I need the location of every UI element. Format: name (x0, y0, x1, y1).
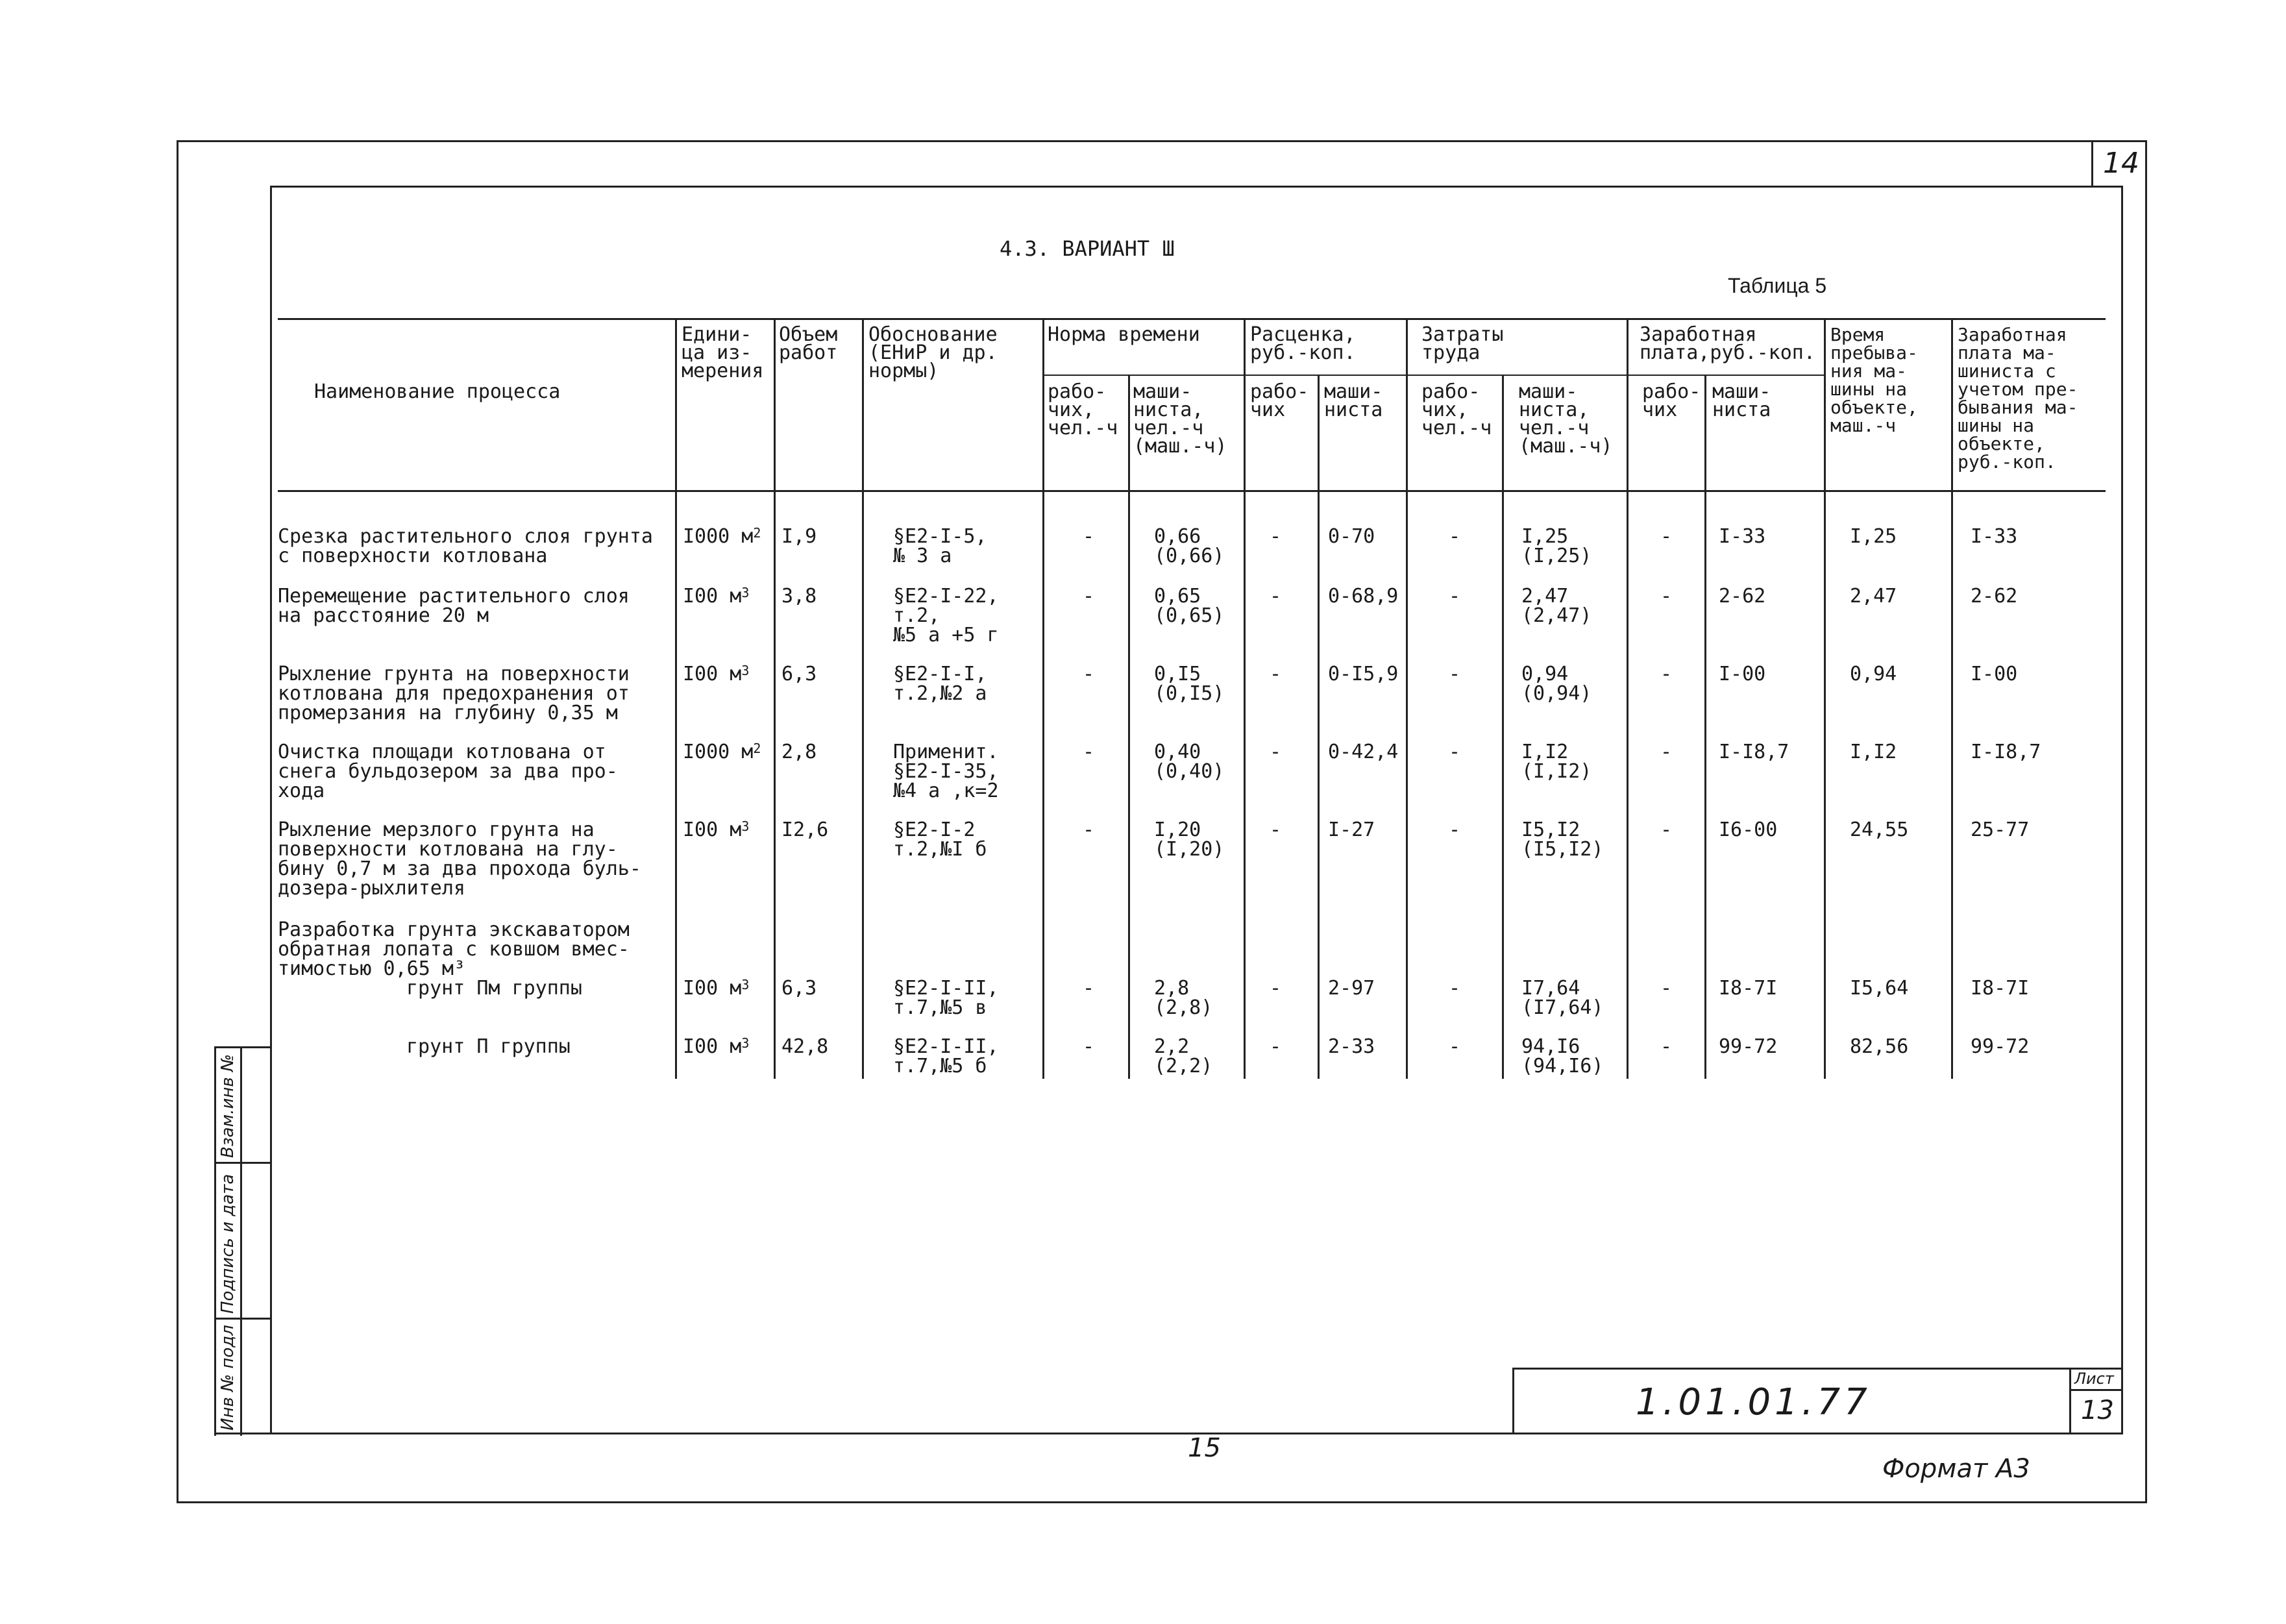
header-labor: Затраты труда (1421, 323, 1504, 364)
header-norm-time: Норма времени (1048, 323, 1200, 346)
table-cell-rm: 0-70 (1328, 525, 1375, 548)
side-stamp-left (214, 1046, 216, 1436)
col-rule-6 (1244, 318, 1246, 1079)
table-cell-basis: §Е2-I-2 т.2,№I б (893, 818, 987, 861)
table-cell-unit: I00 $м^3$ (683, 663, 750, 685)
table-cell-volume: 2,8 (781, 741, 817, 763)
table-cell-rw: - (1270, 741, 1282, 763)
header-unit: Едини- ца из- мерения (682, 323, 764, 382)
table-cell-ww: - (1660, 1035, 1673, 1058)
table-cell-volume: 6,3 (781, 663, 817, 685)
table-cell-stay: I,I2 (1850, 741, 1897, 763)
table-cell-wm: 2-62 (1719, 585, 1766, 608)
table-cell-rm: 2-97 (1328, 977, 1375, 1000)
table-cell-lw: - (1449, 1035, 1461, 1058)
table-cell-basis: Применит. §Е2-I-35, №4 а ,к=2 (893, 741, 999, 802)
header-wage-machinist: маши- ниста (1712, 380, 1771, 421)
table-cell-lm: I7,64 (I7,64) (1521, 977, 1604, 1019)
col-rule-13 (1951, 318, 1953, 1079)
table-cell-unit: I00 $м^3$ (683, 977, 750, 1000)
header-basis: Обоснование (ЕНиР и др. нормы) (868, 323, 998, 382)
header-volume: Объем работ (779, 323, 838, 364)
table-header-rule (278, 490, 2106, 492)
table-cell-rw: - (1270, 525, 1282, 548)
table-cell-wm: I-I8,7 (1719, 741, 1789, 763)
table-cell-total: I-I8,7 (1971, 741, 2041, 763)
table-cell-ww: - (1660, 741, 1673, 763)
page-number-top: 14 (2103, 147, 2139, 180)
outer-frame-top (177, 140, 2147, 142)
table-cell-basis: §Е2-I-I, т.2,№2 а (893, 663, 987, 705)
header-stay-time: Время пребыва- ния ма- шины на объекте, маш.-ч (1830, 324, 1918, 436)
side-stamp-top (214, 1046, 271, 1048)
stamp-sign-label: Подпись и дата (218, 1174, 238, 1314)
inner-frame-top (270, 186, 2122, 188)
table-cell-name: Разработка грунта экскаватором обратная лопата с ковшом вмес- тимостью 0,65 м³ (278, 918, 630, 980)
table-cell-stay: 24,55 (1850, 818, 1909, 841)
table-cell-lw: - (1449, 977, 1461, 1000)
table-cell-unit: I00 $м^3$ (683, 1035, 750, 1058)
table-cell-wm: I-00 (1719, 663, 1766, 685)
side-stamp-sep-2 (214, 1318, 271, 1320)
table-cell-nm: 0,40 (0,40) (1154, 741, 1225, 783)
unit-exponent: 3 (741, 585, 750, 600)
table-cell-name: Перемещение растительного слоя на расстояние 20 м (278, 585, 630, 627)
table-cell-rm: 0-I5,9 (1328, 663, 1399, 685)
table-cell-wm: I6-00 (1719, 818, 1778, 841)
side-stamp-sep-1 (214, 1162, 271, 1164)
table-top-rule (278, 318, 2106, 320)
table-cell-stay: I5,64 (1850, 977, 1909, 1000)
table-cell-nw: - (1083, 663, 1095, 685)
table-cell-unit: I000 $м^2$ (683, 741, 761, 763)
section-title: 4.3. ВАРИАНТ Ш (1000, 236, 1175, 261)
table-cell-lw: - (1449, 663, 1461, 685)
table-cell-basis: §Е2-I-II, т.7,№5 в (893, 977, 999, 1019)
table-cell-rm: 0-42,4 (1328, 741, 1399, 763)
table-cell-stay: 82,56 (1850, 1035, 1909, 1058)
header-wage-workers: рабо- чих (1642, 380, 1701, 421)
col-rule-2 (774, 318, 776, 1079)
col-rule-5 (1128, 375, 1130, 1079)
table-cell-rw: - (1270, 977, 1282, 1000)
header-norm-machinist: маши- ниста, чел.-ч (маш.-ч) (1133, 380, 1227, 458)
sheet-label: Лист (2074, 1370, 2114, 1388)
table-cell-lm: I5,I2 (I5,I2) (1521, 818, 1604, 861)
table-cell-total: I8-7I (1971, 977, 2030, 1000)
unit-exponent: 3 (741, 977, 750, 992)
col-rule-3 (862, 318, 864, 1079)
outer-frame-bottom (177, 1501, 2147, 1503)
stamp-replace-label: Взам.инв № (218, 1054, 238, 1158)
outer-frame-left (177, 140, 178, 1503)
page-number-box-left (2091, 140, 2093, 186)
table-cell-basis: §Е2-I-5, № 3 а (893, 525, 987, 567)
table-cell-nw: - (1083, 525, 1095, 548)
table-cell-basis: §Е2-I-II, т.7,№5 б (893, 1035, 999, 1077)
table-cell-unit: I00 $м^3$ (683, 818, 750, 841)
table-cell-lw: - (1449, 741, 1461, 763)
header-rate-workers: рабо- чих (1250, 380, 1309, 421)
table-cell-nw: - (1083, 977, 1095, 1000)
sheet-label-line (2069, 1389, 2122, 1391)
header-rate: Расценка, руб.-коп. (1250, 323, 1356, 364)
document-code: 1.01.01.77 (1636, 1381, 1871, 1423)
table-cell-nm: 0,65 (0,65) (1154, 585, 1225, 627)
table-cell-lw: - (1449, 585, 1461, 608)
table-caption: Таблица 5 (1728, 274, 1827, 297)
unit-exponent: 2 (753, 741, 761, 756)
table-cell-rm: 0-68,9 (1328, 585, 1399, 608)
table-cell-lw: - (1449, 818, 1461, 841)
col-rule-9 (1502, 375, 1504, 1079)
table-cell-stay: I,25 (1850, 525, 1897, 548)
side-stamp-mid (240, 1046, 242, 1436)
table-cell-ww: - (1660, 818, 1673, 841)
table-cell-ww: - (1660, 663, 1673, 685)
table-cell-lm: 0,94 (0,94) (1521, 663, 1592, 705)
unit-exponent: 3 (741, 1035, 750, 1051)
table-cell-volume: 42,8 (781, 1035, 829, 1058)
format-label: Формат А3 (1882, 1454, 2030, 1484)
table-cell-stay: 2,47 (1850, 585, 1897, 608)
header-name: Наименование процесса (314, 380, 561, 403)
table-cell-wm: I8-7I (1719, 977, 1778, 1000)
header-wage-total: Заработная плата ма- шиниста с учетом пре- бывания ма- шины на объекте, руб.-коп. (1958, 324, 2078, 473)
unit-exponent: 3 (741, 663, 750, 678)
col-rule-11 (1704, 375, 1706, 1079)
table-cell-rm: I-27 (1328, 818, 1375, 841)
table-cell-total: 2-62 (1971, 585, 2018, 608)
table-cell-rw: - (1270, 1035, 1282, 1058)
title-block-top (1512, 1368, 2122, 1370)
table-cell-volume: I,9 (781, 525, 817, 548)
subheader-rule-labor (1406, 375, 1627, 376)
header-labor-workers: рабо- чих, чел.-ч (1421, 380, 1492, 439)
table-cell-ww: - (1660, 525, 1673, 548)
header-labor-machinist: маши- ниста, чел.-ч (маш.-ч) (1519, 380, 1613, 458)
table-cell-rw: - (1270, 818, 1282, 841)
table-cell-total: 99-72 (1971, 1035, 2030, 1058)
table-cell-name: Рыхление грунта на поверхности котлована для предохранения от промерзания на глубину 0,35 м (278, 663, 630, 724)
table-cell-nw: - (1083, 741, 1095, 763)
col-rule-1 (675, 318, 677, 1079)
col-rule-12 (1824, 318, 1826, 1079)
side-stamp-bottom (214, 1433, 271, 1434)
table-cell-total: I-33 (1971, 525, 2018, 548)
header-norm-workers: рабо- чих, чел.-ч (1048, 380, 1118, 439)
table-cell-nm: 0,I5 (0,I5) (1154, 663, 1225, 705)
table-cell-wm: I-33 (1719, 525, 1766, 548)
outer-frame-right (2145, 140, 2147, 1503)
stamp-inv-label: Инв № подл (218, 1325, 238, 1431)
table-cell-lw: - (1449, 525, 1461, 548)
table-cell-basis: §Е2-I-22, т.2, №5 а +5 г (893, 585, 999, 646)
table-cell-nw: - (1083, 818, 1095, 841)
table-cell-lm: I,I2 (I,I2) (1521, 741, 1592, 783)
table-cell-rw: - (1270, 585, 1282, 608)
subheader-rule-norm (1042, 375, 1244, 376)
col-rule-4 (1042, 318, 1044, 1079)
table-cell-ww: - (1660, 585, 1673, 608)
unit-exponent: 3 (741, 818, 750, 834)
header-rate-machinist: маши- ниста (1324, 380, 1383, 421)
table-cell-nw: - (1083, 1035, 1095, 1058)
subheader-rule-wage (1627, 375, 1824, 376)
title-block-left (1512, 1368, 1514, 1434)
table-cell-total: 25-77 (1971, 818, 2030, 841)
table-cell-lm: I,25 (I,25) (1521, 525, 1592, 567)
table-cell-name: Рыхление мерзлого грунта на поверхности котлована на глу- бину 0,7 м за два прохода буль- дозера-рыхлителя (278, 818, 641, 900)
title-block-divider (2069, 1368, 2071, 1434)
table-cell-wm: 99-72 (1719, 1035, 1778, 1058)
col-rule-8 (1406, 318, 1408, 1079)
sheet-number: 13 (2081, 1396, 2114, 1425)
table-cell-nm: 2,2 (2,2) (1154, 1035, 1213, 1077)
subheader-rule-rate (1244, 375, 1406, 376)
table-cell-lm: 2,47 (2,47) (1521, 585, 1592, 627)
inner-frame-right (2121, 186, 2123, 1434)
table-cell-name: Очистка площади котлована от снега бульдозером за два про- хода (278, 741, 618, 802)
table-cell-unit: I000 $м^2$ (683, 525, 761, 548)
table-cell-lm: 94,I6 (94,I6) (1521, 1035, 1604, 1077)
table-cell-volume: 3,8 (781, 585, 817, 608)
table-cell-volume: I2,6 (781, 818, 829, 841)
col-rule-7 (1318, 375, 1320, 1079)
table-cell-nm: 0,66 (0,66) (1154, 525, 1225, 567)
table-cell-name: Срезка растительного слоя грунта с поверхности котлована (278, 525, 653, 567)
inner-frame-left (270, 186, 272, 1434)
table-cell-nw: - (1083, 585, 1095, 608)
bottom-center-number: 15 (1188, 1433, 1221, 1463)
table-cell-volume: 6,3 (781, 977, 817, 1000)
table-cell-nm: I,20 (I,20) (1154, 818, 1225, 861)
table-cell-ww: - (1660, 977, 1673, 1000)
unit-exponent: 2 (753, 525, 761, 541)
table-cell-name: грунт Пм группы (406, 977, 582, 1000)
table-cell-total: I-00 (1971, 663, 2018, 685)
table-cell-rw: - (1270, 663, 1282, 685)
table-cell-name: грунт П группы (406, 1035, 571, 1058)
table-cell-rm: 2-33 (1328, 1035, 1375, 1058)
table-cell-nm: 2,8 (2,8) (1154, 977, 1213, 1019)
header-wage: Заработная плата,руб.-коп. (1640, 323, 1815, 364)
col-rule-10 (1627, 318, 1628, 1079)
table-cell-unit: I00 $м^3$ (683, 585, 750, 608)
table-cell-stay: 0,94 (1850, 663, 1897, 685)
